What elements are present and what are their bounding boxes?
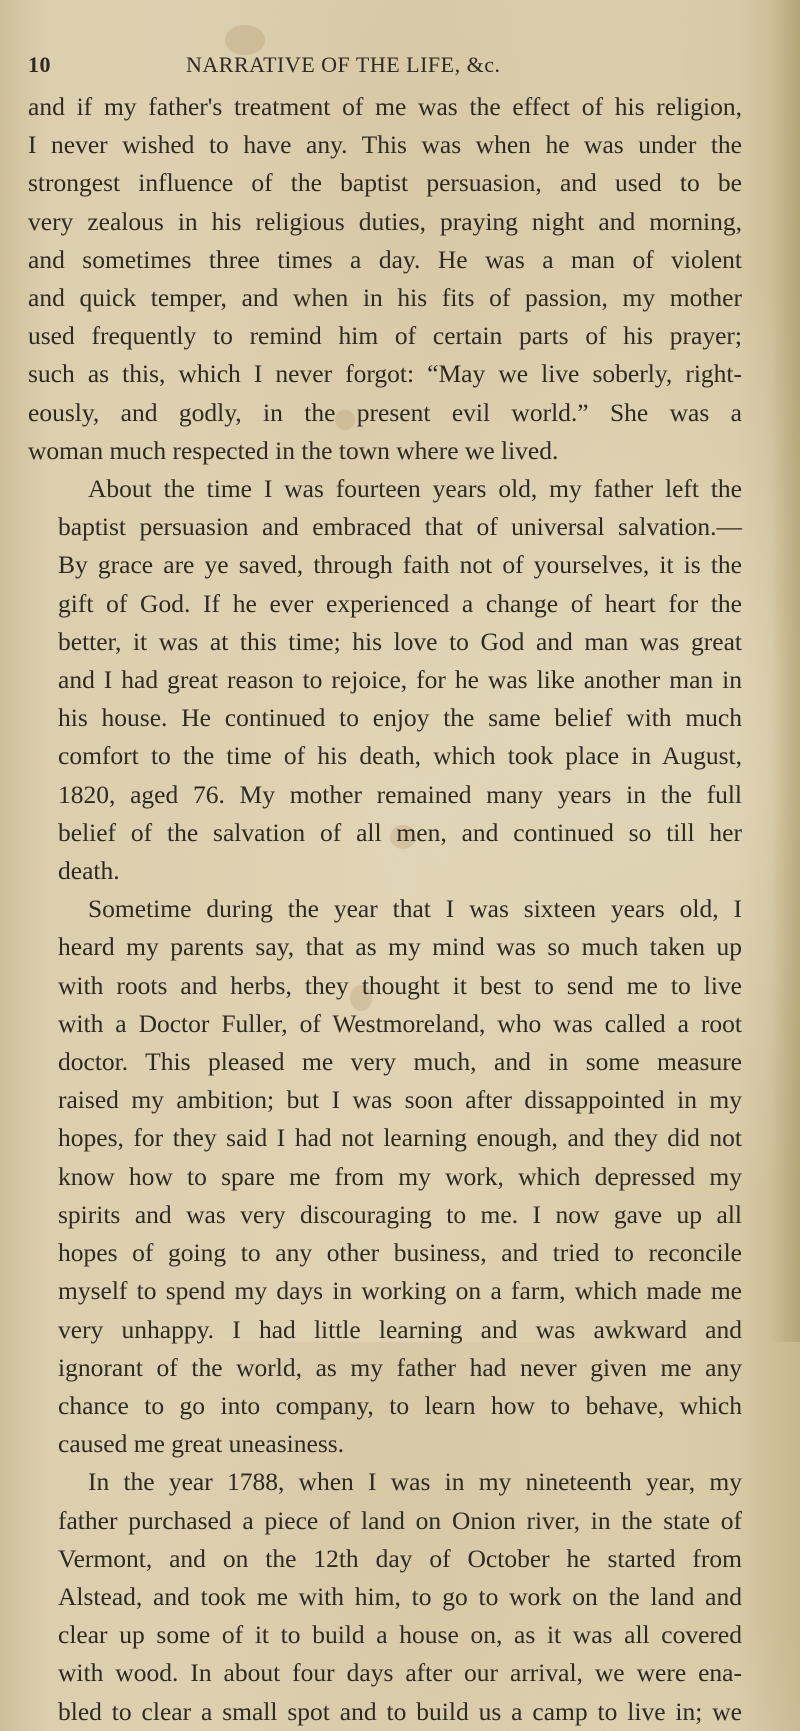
text-line: hopes of going to any other business, and tried to reconcile — [58, 1238, 742, 1268]
text-line: with wood. In about four days after our arrival, we were ena- — [58, 1658, 742, 1688]
text-line: death. — [58, 856, 120, 886]
book-page — [28, 0, 742, 1726]
text-line: Vermont, and on the 12th day of October he started from — [58, 1543, 742, 1573]
text-line: Sometime during the year that I was sixteen years old, I — [88, 894, 742, 924]
text-line: myself to spend my days in working on a farm, which made me — [58, 1276, 742, 1306]
text-line: spirits and was very discouraging to me. I now gave up all — [58, 1199, 742, 1229]
paragraph — [28, 890, 742, 1463]
text-line: comfort to the time of his death, which took place in August, — [58, 741, 742, 771]
text-line: better, it was at this time; his love to God and man was great — [58, 626, 742, 656]
paragraph — [28, 88, 742, 470]
text-line: raised my ambition; but I was soon after dissappointed in my — [58, 1085, 742, 1115]
page-edge-shadow — [770, 0, 800, 1342]
text-line: very unhappy. I had little learning and was awkward and — [58, 1314, 742, 1344]
text-line: chance to go into company, to learn how to behave, which — [58, 1390, 742, 1420]
text-line: caused me great uneasiness. — [58, 1429, 345, 1459]
text-line: strongest influence of the baptist persuasion, and used to be — [28, 168, 742, 198]
text-line: 1820, aged 76. My mother remained many years in the full — [58, 779, 742, 809]
text-line: and I had great reason to rejoice, for he was like another man in — [58, 665, 742, 695]
text-line: In the year 1788, when I was in my nineteenth year, my — [88, 1467, 742, 1497]
text-line: used frequently to remind him of certain parts of his prayer; — [28, 321, 742, 351]
text-line: and quick temper, and when in his fits of passion, my mother — [28, 283, 742, 313]
text-line: with a Doctor Fuller, of Westmoreland, who was called a root — [58, 1008, 742, 1038]
text-line: clear up some of it to build a house on, as it was all covered — [58, 1620, 742, 1650]
text-line: eously, and godly, in the present evil world.” She was a — [28, 397, 742, 427]
text-line: woman much respected in the town where we lived. — [28, 435, 559, 465]
text-line: heard my parents say, that as my mind was so much taken up — [58, 932, 742, 962]
page-number: 10 — [28, 52, 51, 77]
body-text — [28, 88, 742, 1731]
text-line: and sometimes three times a day. He was a man of violent — [28, 244, 742, 274]
running-head: NARRATIVE OF THE LIFE, &c. — [186, 52, 501, 77]
text-line: and if my father's treatment of me was the effect of his religion, — [28, 92, 742, 121]
text-line: Alstead, and took me with him, to go to work on the land and — [58, 1581, 742, 1611]
text-line: hopes, for they said I had not learning enough, and they did not — [58, 1123, 742, 1153]
text-line: father purchased a piece of land on Onion river, in the state of — [58, 1505, 742, 1535]
text-line: baptist persuasion and embraced that of universal salvation.— — [58, 512, 742, 542]
paragraph — [28, 1463, 742, 1730]
text-line: I never wished to have any. This was when he was under the — [28, 130, 742, 160]
text-line: know how to spare me from my work, which depressed my — [58, 1161, 742, 1191]
text-line: belief of the salvation of all men, and continued so till her — [58, 817, 742, 847]
text-line: doctor. This pleased me very much, and in some measure — [58, 1047, 742, 1077]
text-line: very zealous in his religious duties, praying night and morning, — [28, 206, 742, 236]
text-line: ignorant of the world, as my father had never given me any — [58, 1352, 742, 1382]
text-line: with roots and herbs, they thought it best to send me to live — [58, 970, 742, 1000]
text-line: such as this, which I never forgot: “May we live soberly, right- — [28, 359, 742, 389]
page-header — [28, 52, 742, 82]
text-line: By grace are ye saved, through faith not of yourselves, it is the — [58, 550, 742, 580]
text-line: bled to clear a small spot and to build us a camp to live in; we — [58, 1696, 742, 1726]
text-line: gift of God. If he ever experienced a change of heart for the — [58, 588, 742, 618]
paragraph — [28, 470, 742, 890]
text-line: About the time I was fourteen years old, my father left the — [88, 474, 742, 504]
text-line: his house. He continued to enjoy the same belief with much — [58, 703, 742, 733]
